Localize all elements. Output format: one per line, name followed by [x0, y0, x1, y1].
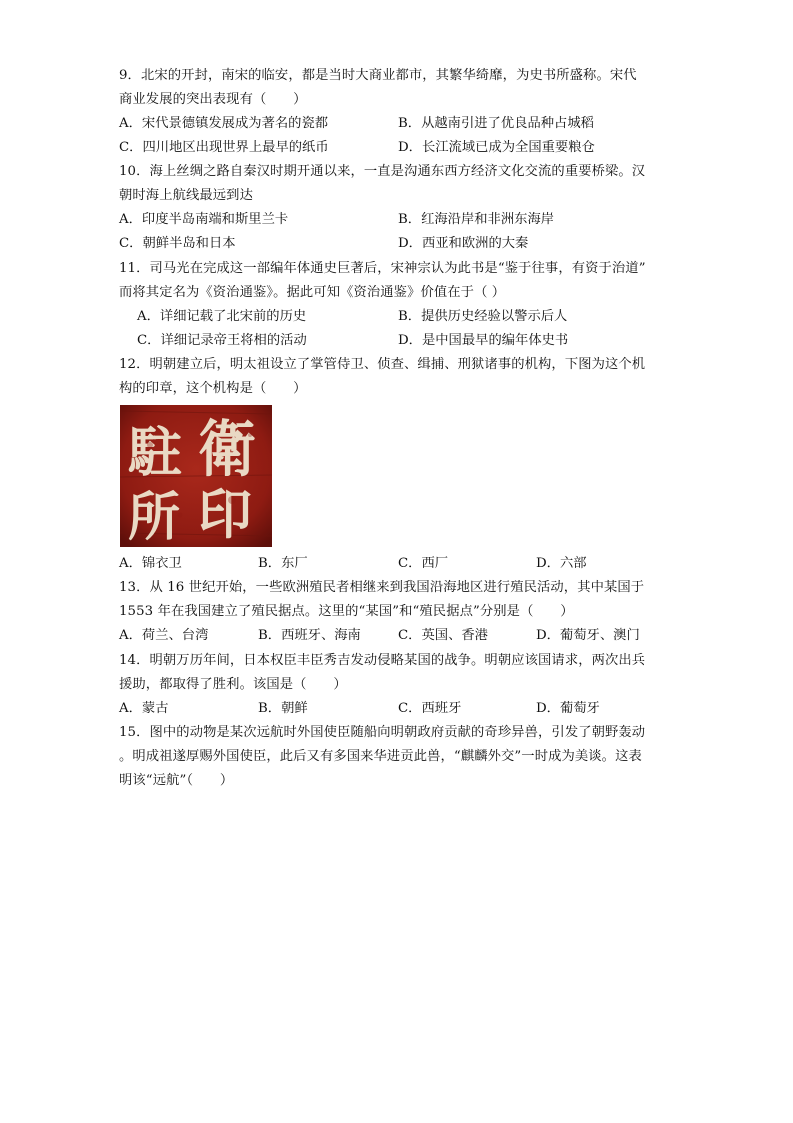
question-11-option-b: B．提供历史经验以警示后人 — [398, 309, 568, 324]
question-9-option-d: D．长江流域已成为全国重要粮仓 — [398, 140, 595, 155]
question-13-option-d: D．葡萄牙、澳门 — [536, 628, 640, 643]
seal-char-top-left: 駐 — [128, 420, 182, 484]
question-9-stem-line-2: 商业发展的突出表现有（ ） — [119, 92, 307, 107]
question-14-option-a: A．蒙古 — [119, 701, 169, 716]
question-12-option-a: A．锦衣卫 — [119, 556, 182, 571]
question-10-option-d: D．西亚和欧洲的大秦 — [398, 236, 529, 251]
question-11-stem-line-1: 11．司马光在完成这一部编年体通史巨著后，宋神宗认为此书是“鉴于往事，有资于治道” — [119, 261, 646, 276]
question-9-option-c: C．四川地区出现世界上最早的纸币 — [119, 140, 329, 155]
question-10-option-a: A．印度半岛南端和斯里兰卡 — [119, 212, 289, 227]
seal-char-bottom-left: 所 — [128, 487, 181, 547]
question-13-stem-line-2: 1553 年在我国建立了殖民据点。这里的“某国”和“殖民据点”分别是（ ） — [119, 604, 574, 619]
question-14-option-d: D．葡萄牙 — [536, 701, 600, 716]
question-11-option-a: A．详细记载了北宋前的历史 — [137, 309, 307, 324]
question-12-stem-line-2: 构的印章，这个机构是（ ） — [119, 381, 307, 396]
seal-char-top-right: 衛 — [198, 413, 256, 486]
question-13-option-b: B．西班牙、海南 — [258, 628, 361, 643]
question-9-option-a: A．宋代景德镇发展成为著名的瓷都 — [119, 116, 329, 131]
question-14-option-c: C．西班牙 — [398, 701, 462, 716]
question-13-option-c: C．英国、香港 — [398, 628, 488, 643]
question-9-stem-line-1: 9．北宋的开封，南宋的临安，都是当时大商业都市，其繁华绮靡，为史书所盛称。宋代 — [119, 68, 637, 83]
question-12-stem-line-1: 12．明朝建立后，明太祖设立了掌管侍卫、侦查、缉捕、刑狱诸事的机构，下图为这个机 — [119, 357, 646, 372]
question-10-option-c: C．朝鲜半岛和日本 — [119, 236, 236, 251]
question-13-option-a: A．荷兰、台湾 — [119, 628, 209, 643]
question-12-option-b: B．东厂 — [258, 556, 308, 571]
question-13-stem-line-1: 13．从 16 世纪开始，一些欧洲殖民者相继来到我国沿海地区进行殖民活动，其中某国于 — [119, 580, 645, 595]
seal-char-bottom-right: 印 — [198, 482, 252, 546]
question-10-stem-line-1: 10．海上丝绸之路自秦汉时期开通以来，一直是沟通东西方经济文化交流的重要桥梁。汉 — [119, 164, 646, 179]
question-10-stem-line-2: 朝时海上航线最远到达 — [119, 188, 253, 203]
question-11-option-c: C．详细记录帝王将相的活动 — [137, 333, 307, 348]
question-11-option-d: D．是中国最早的编年体史书 — [398, 333, 569, 348]
question-10-option-b: B．红海沿岸和非洲东海岸 — [398, 212, 555, 227]
question-9-option-b: B．从越南引进了优良品种占城稻 — [398, 116, 594, 131]
question-11-stem-line-2: 而将其定名为《资治通鉴》。据此可知《资治通鉴》价值在于（ ） — [119, 285, 506, 300]
question-14-stem-line-2: 援助，都取得了胜利。该国是（ ） — [119, 677, 347, 692]
question-12-option-c: C．西厂 — [398, 556, 449, 571]
question-15-stem-line-2: 。明成祖遂厚赐外国使臣，此后又有多国来华进贡此兽，“麒麟外交”一时成为美谈。这表 — [119, 749, 642, 764]
question-15-stem-line-3: 明该“远航”（ ） — [119, 773, 234, 788]
question-12-option-d: D．六部 — [536, 556, 587, 571]
question-15-stem-line-1: 15．图中的动物是某次远航时外国使臣随船向明朝政府贡献的奇珍异兽，引发了朝野轰动 — [119, 725, 646, 740]
question-14-stem-line-1: 14．明朝万历年间，日本权臣丰臣秀吉发动侵略某国的战争。明朝应该国请求，两次出兵 — [119, 653, 646, 668]
seal-image — [120, 405, 272, 547]
question-14-option-b: B．朝鲜 — [258, 701, 308, 716]
